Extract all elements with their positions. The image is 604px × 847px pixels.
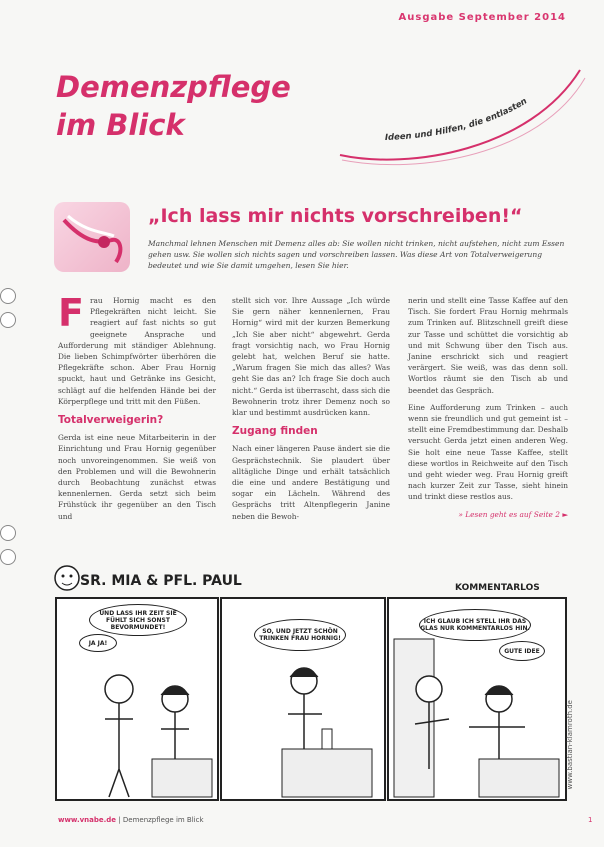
punch-hole [0, 549, 16, 565]
issue-date: Ausgabe September 2014 [398, 12, 566, 23]
continued-link[interactable]: » Lesen geht es auf Seite 2 ► [458, 509, 568, 519]
paragraph: rau Hornig macht es den Pflegekräften nicht leicht. Sie reagiert auf fast nichts so gut geeignete Ansprache und Aufforderung mit ständiger Ablehnung. Die lieben Schimpfwörter überhören die Pflegekräfte schon. Aber Frau Hornig spuckt, haut und Getränke ins Gesicht, schlägt auf die helfenden Hände bei der Körperpflege und tritt mit den Füßen. [58, 296, 216, 406]
subheading: Totalverweigerin? [58, 414, 164, 427]
title-line-2: im Blick [56, 108, 185, 142]
article-lead: Manchmal lehnen Menschen mit Demenz alles ab: Sie wollen nicht trinken, nicht aufstehen, nicht zum Essen gehen usw. Sie wollen sich nichts sagen und vorschreiben lassen. Was diese Art von Totalverweigerung bedeutet und wie Sie damit umgehen, lesen Sie hier. [148, 239, 565, 270]
article-column-3 [408, 295, 568, 526]
comic-panel-3 [387, 597, 567, 801]
punch-hole [0, 288, 16, 304]
speech-bubble: SO, UND JETZT SCHÖN TRINKEN FRAU HORNIG! [254, 619, 346, 651]
footer [58, 816, 204, 824]
bow-icon [54, 202, 130, 272]
drop-cap: F [58, 291, 84, 335]
article-column-2 [232, 295, 390, 528]
punch-hole [0, 525, 16, 541]
page-number: 1 [588, 816, 593, 824]
paragraph: nerin und stellt eine Tasse Kaffee auf den Tisch. Sie fordert Frau Hornig mehrmals zum Trinken auf. Blitzschnell greift diese zur Tasse und schüttet die vorsichtig ab und mit Schwung über den Tisch aus. Janine erschrickt sich und reagiert verärgert. Sie weiß, was das denn soll. Wortlos räumt sie den Tisch ab und beendet das Gespräch. [408, 296, 568, 395]
paragraph: Nach einer längeren Pause ändert sie die Gesprächstechnik. Sie plaudert über alltägliche Dinge und erhält tatsächlich die eine und andere Bestätigung und sogar ein Lächeln. Während des Gesprächs tritt Altenpflegerin Janine neben die Bewoh- [232, 444, 390, 521]
article-column-1 [58, 291, 216, 528]
svg-text:Ideen und Hilfen, die entlaste: Ideen und Hilfen, die entlasten [384, 96, 530, 144]
article-title: „Ich lass mir nichts vorschreiben!“ [148, 205, 523, 227]
comic-strip-title: KOMMENTARLOS [455, 583, 540, 593]
speech-bubble: JA JA! [79, 634, 117, 652]
paragraph: stellt sich vor. Ihre Aussage „Ich würde Sie gern näher kennenlernen, Frau Hornig“ wird mit der kurzen Bemerkung „Ich Sie aber nicht“ abgewehrt. Gerda fragt vorsichtig nach, wo Frau Hornig gelebt hat, welchen Beruf sie hatte. „Warum fragen Sie mich das alles? Was geht Sie das an? Ich frage Sie doch auch nicht.“ Gerda ist überrascht, dass sich die Bewohnerin trotz ihrer Demenz noch so klar und bestimmt ausdrücken kann. [232, 296, 390, 418]
paragraph: Eine Aufforderung zum Trinken – auch wenn sie freundlich und gut gemeint ist – stellt eine Fremdbestimmung dar. Deshalb versucht Gerda jetzt einen anderen Weg. Sie holt eine neue Tasse Kaffee, stellt diese wortlos in Reichweite auf den Tisch und geht wieder weg. Frau Hornig greift nach kurzer Zeit zur Tasse, sieht hinein und trinkt diese restlos aus. [408, 402, 568, 502]
speech-bubble: ICH GLAUB ICH STELL IHR DAS GLAS NUR KOMMENTARLOS HIN. [419, 609, 531, 641]
comic-panel-1 [55, 597, 219, 801]
subheading: Zugang finden [232, 425, 318, 438]
comic-panel-2 [220, 597, 386, 801]
speech-bubble: GUTE IDEE [499, 641, 545, 661]
title-line-1: Demenzpflege [56, 70, 291, 104]
newsletter-title [56, 68, 291, 144]
comic-series-title: SR. MIA & PFL. PAUL [80, 573, 242, 589]
punch-hole [0, 312, 16, 328]
paragraph: Gerda ist eine neue Mitarbeiterin in der Einrichtung und Frau Hornig gegenüber noch unvoreingenommen. Sie weiß von den Problemen und will die Bewohnerin durch Beobachtung zunächst etwas kennenlernen. Gerda setzt sich beim Frühstück ihr gegenüber an den Tisch und [58, 433, 216, 521]
cartoon-head-icon [52, 560, 82, 596]
footer-text: | Demenzpflege im Blick [116, 816, 204, 824]
speech-bubble: UND LASS IHR ZEIT SIE FÜHLT SICH SONST BEVORMUNDET! [89, 604, 187, 636]
footer-url[interactable]: www.vnabe.de [58, 816, 117, 824]
tagline [380, 60, 570, 150]
article-icon [54, 202, 130, 272]
comic-credit: www.bastian-klamroth.de [566, 700, 574, 790]
